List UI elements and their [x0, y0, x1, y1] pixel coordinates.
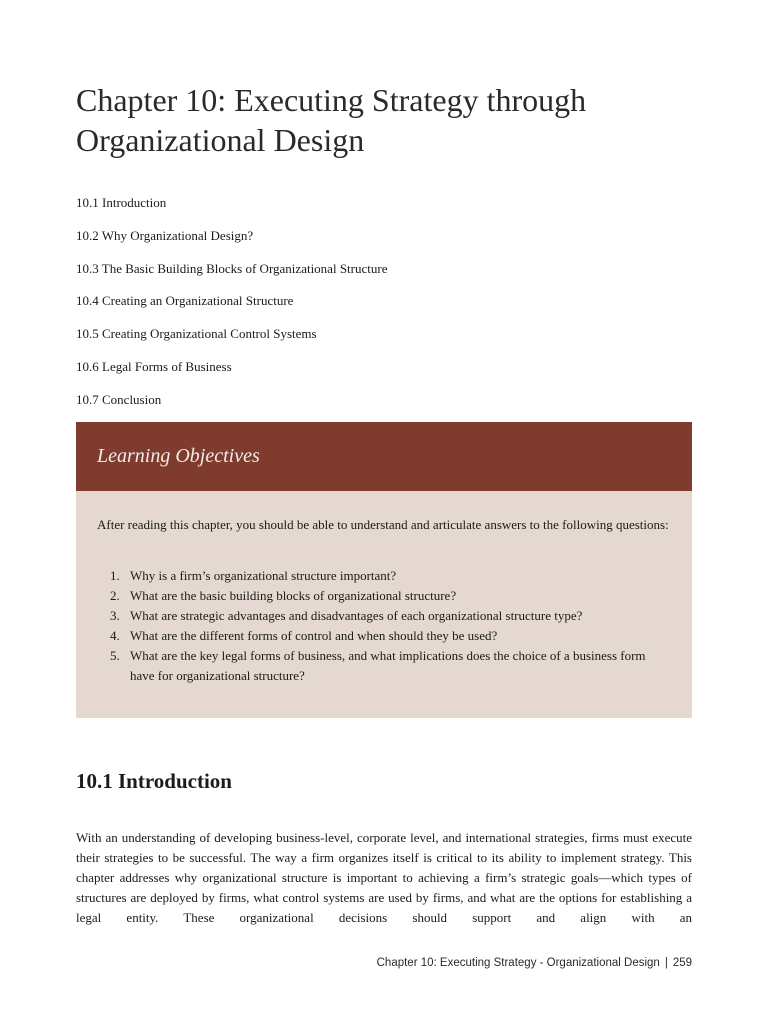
toc-item[interactable]: 10.3 The Basic Building Blocks of Organizational Structure: [76, 260, 388, 276]
objective-number: 5.: [110, 648, 120, 663]
toc-item[interactable]: 10.5 Creating Organizational Control Systems: [76, 326, 317, 342]
page-footer: [377, 954, 692, 972]
footer-separator: |: [664, 957, 668, 969]
objective-number: 4.: [110, 628, 120, 643]
toc-item[interactable]: 10.1 Introduction: [76, 195, 167, 210]
objective-item: [97, 566, 673, 586]
toc-item[interactable]: 10.6 Legal Forms of Business: [76, 358, 232, 374]
objective-item: [97, 606, 673, 626]
table-of-contents: [76, 193, 387, 423]
toc-item[interactable]: 10.7 Conclusion: [76, 391, 162, 407]
objective-text: Why is a firm’s organizational structure important?: [130, 568, 397, 583]
objective-item: [97, 586, 673, 606]
objective-number: 1.: [110, 568, 120, 583]
objective-number: 3.: [110, 608, 120, 623]
learning-objectives-box: [76, 422, 692, 718]
learning-objectives-header: [76, 422, 692, 491]
section-heading: 10.1 Introduction: [76, 769, 232, 793]
objective-text: What are the different forms of control and when should they be used?: [130, 628, 498, 643]
toc-item[interactable]: 10.2 Why Organizational Design?: [76, 227, 254, 243]
learning-objectives-list: [97, 566, 673, 686]
body-paragraph: With an understanding of developing business-level, corporate level, and international strategies, firms must execute their strategies to be successful. The way a firm organizes itself is critical to its ability to implement strategy. This chapter addresses why organizational structure is important to achieving a firm’s strategic goals—which types of structures are deployed by firms, what control systems are used by firms, and what are the options for establishing a legal entity. These organizational decisions should support and align with an: [76, 830, 692, 925]
learning-objectives-intro: After reading this chapter, you should be able to understand and articulate answers to the following questions:: [97, 517, 669, 532]
objective-number: 2.: [110, 588, 120, 603]
objective-text: What are the basic building blocks of organizational structure?: [130, 588, 457, 603]
objective-text: What are strategic advantages and disadvantages of each organizational structure type?: [130, 608, 583, 623]
objective-text: What are the key legal forms of business, and what implications does the choice of a business form have for organizational structure?: [130, 648, 646, 683]
toc-item[interactable]: 10.4 Creating an Organizational Structure: [76, 293, 294, 309]
chapter-title: Chapter 10: Executing Strategy through Organizational Design: [76, 82, 587, 158]
objective-item: [97, 626, 673, 646]
page-number: 259: [672, 957, 692, 969]
running-title: Chapter 10: Executing Strategy - Organizational Design: [376, 957, 660, 969]
learning-objectives-title: Learning Objectives: [97, 445, 260, 467]
objective-item: [97, 646, 673, 686]
